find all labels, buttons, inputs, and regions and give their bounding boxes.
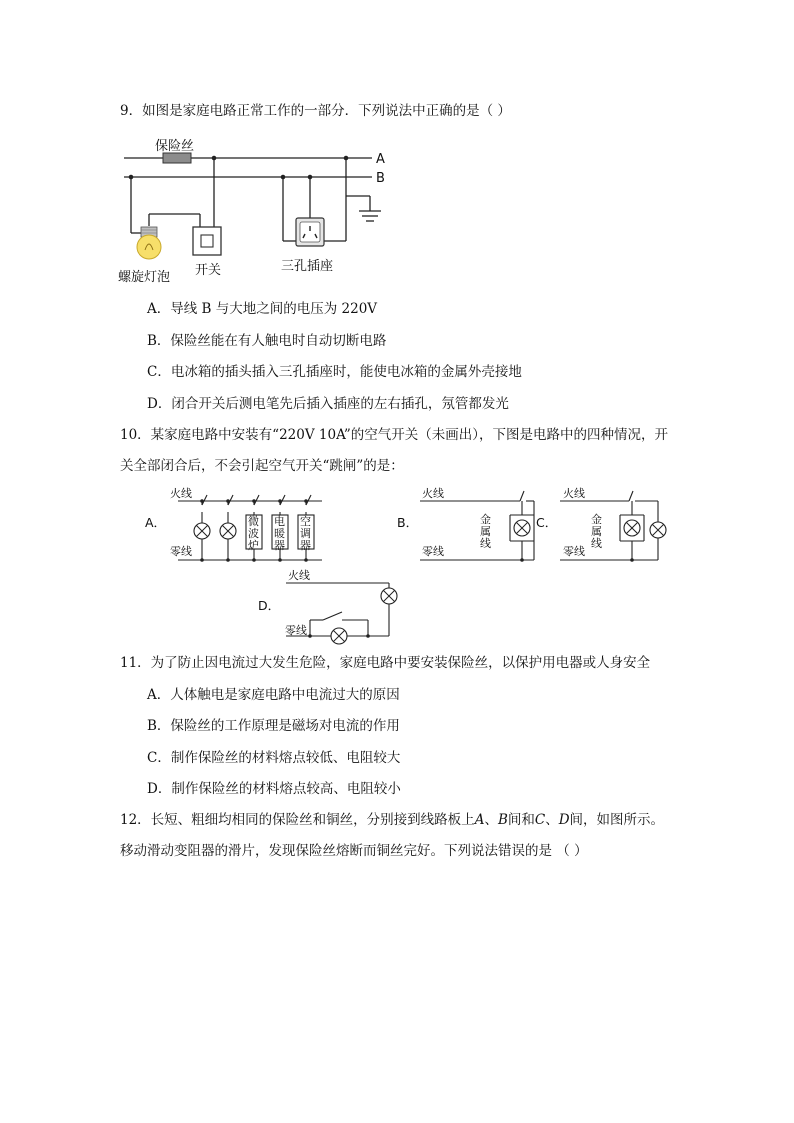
lamp-icon xyxy=(331,628,347,644)
socket-label: 三孔插座 xyxy=(281,259,334,274)
fuse-label: 保险丝 xyxy=(155,139,195,154)
circuit-b-label: B． xyxy=(397,515,419,530)
aircon-label-1: 空 xyxy=(300,515,311,528)
q11-option-a: A．人体触电是家庭电路中电流过大的原因 xyxy=(147,687,400,703)
q12-text-2: 间和 xyxy=(507,812,535,828)
microwave-label-2: 波 xyxy=(248,527,259,540)
q12-point-b: B xyxy=(497,812,508,828)
q9-option-a: A．导线 B 与大地之间的电压为 220V xyxy=(147,301,378,317)
b-metal-wire-label-3: 线 xyxy=(480,537,491,550)
q12-sep-1: 、 xyxy=(484,812,498,828)
line-b-label: B xyxy=(376,171,385,186)
heater-label-2: 暖 xyxy=(274,527,285,540)
b-metal-wire-label-2: 属 xyxy=(480,525,491,538)
lamp-icon xyxy=(381,588,397,604)
circuit-b-neutral-label: 零线 xyxy=(422,545,444,558)
aircon-label-2: 调 xyxy=(300,527,311,540)
q12-point-c: C xyxy=(534,812,546,828)
circuit-c-neutral-label: 零线 xyxy=(563,545,585,558)
circuit-d xyxy=(258,568,397,644)
line-a-label: A xyxy=(376,152,385,167)
q9-option-b: B．保险丝能在有人触电时自动切断电路 xyxy=(147,333,387,349)
c-metal-wire-label-2: 属 xyxy=(591,525,602,538)
aircon-label-3: 器 xyxy=(300,539,311,552)
q11-option-d: D．制作保险丝的材料熔点较高、电阻较小 xyxy=(147,781,401,797)
lamp-icon xyxy=(514,520,530,536)
q9-option-d: D．闭合开关后测电笔先后插入插座的左右插孔，氖管都发光 xyxy=(147,396,509,412)
circuit-b-live-label: 火线 xyxy=(422,487,444,500)
circuit-c-live-label: 火线 xyxy=(563,487,585,500)
q9-option-c: C．电冰箱的插头插入三孔插座时，能使电冰箱的金属外壳接地 xyxy=(147,364,522,380)
q10-stem-line1: 10．某家庭电路中安装有“220V 10A”的空气开关（未画出），下图是电路中的四种情况，开 xyxy=(120,427,668,443)
q9-stem: 9．如图是家庭电路正常工作的一部分．下列说法中正确的是（ ） xyxy=(120,103,511,119)
lamp-icon xyxy=(194,523,210,539)
q11-stem: 11．为了防止因电流过大发生危险，家庭电路中要安装保险丝，以保护用电器或人身安全 xyxy=(120,655,651,671)
heater-label-3: 器 xyxy=(274,539,285,552)
circuit-a-neutral-label: 零线 xyxy=(170,545,192,558)
q12-text-3: 间，如图所示。 xyxy=(569,812,665,828)
circuit-b xyxy=(397,486,534,562)
circuit-c xyxy=(536,486,666,562)
lamp-icon xyxy=(650,522,666,538)
microwave-label-3: 炉 xyxy=(248,539,259,552)
circuit-a-label: A． xyxy=(145,515,167,530)
bulb-label: 螺旋灯泡 xyxy=(118,270,171,285)
circuit-c-label: C． xyxy=(536,515,558,530)
c-metal-wire-label-3: 线 xyxy=(591,537,602,550)
circuit-d-live-label: 火线 xyxy=(288,569,310,582)
circuit-a-live-label: 火线 xyxy=(170,487,192,500)
lamp-icon xyxy=(624,520,640,536)
microwave-label-1: 微 xyxy=(248,515,259,528)
switch-label: 开关 xyxy=(195,263,222,278)
q12-point-a: A xyxy=(474,812,485,828)
c-metal-wire-label-1: 金 xyxy=(591,513,602,526)
circuit-d-neutral-label: 零线 xyxy=(285,624,307,637)
circuit-a xyxy=(145,486,322,562)
q12-sep-2: 、 xyxy=(545,812,559,828)
circuit-d-label: D． xyxy=(258,598,281,613)
q12-stem-line2: 移动滑动变阻器的滑片，发现保险丝熔断而铜丝完好。下列说法错误的是 （ ） xyxy=(120,843,588,859)
q12-point-d: D xyxy=(558,812,570,828)
q10-stem-line2: 关全部闭合后，不会引起空气开关“跳闸”的是： xyxy=(120,458,404,474)
q12-text-1: 12．长短、粗细均相同的保险丝和铜丝，分别接到线路板上 xyxy=(120,812,475,828)
lamp-icon xyxy=(220,523,236,539)
q12-stem-line1 xyxy=(120,810,664,830)
heater-label-1: 电 xyxy=(274,515,285,528)
q11-option-c: C．制作保险丝的材料熔点较低、电阻较大 xyxy=(147,750,401,766)
b-metal-wire-label-1: 金 xyxy=(480,513,491,526)
q11-option-b: B．保险丝的工作原理是磁场对电流的作用 xyxy=(147,718,400,734)
